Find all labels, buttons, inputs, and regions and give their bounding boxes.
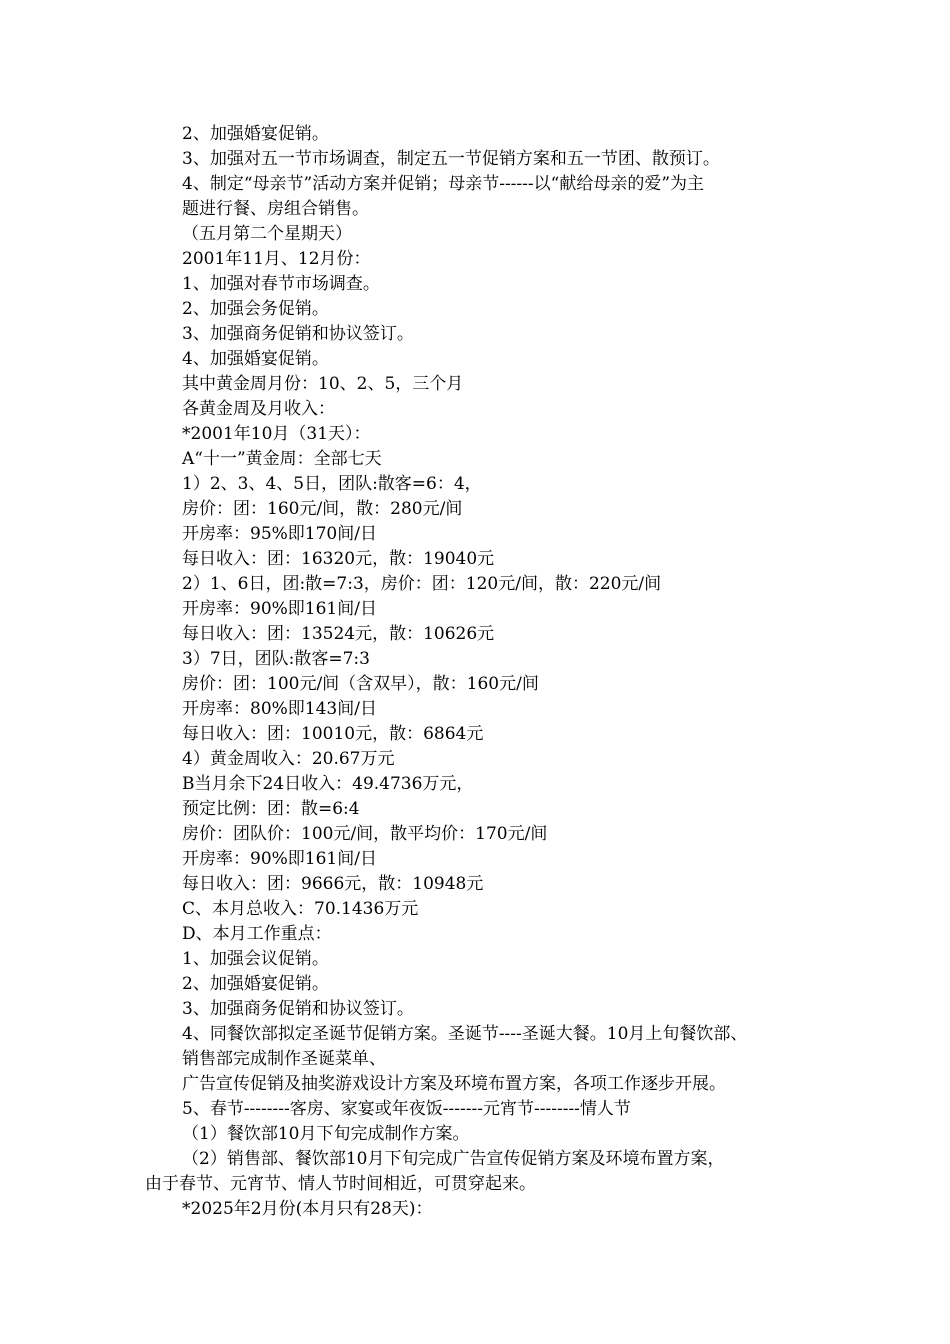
- text-line: 销售部完成制作圣诞菜单、: [182, 1049, 386, 1069]
- text-line: 1、加强会议促销。: [182, 949, 329, 969]
- text-line: D、本月工作重点：: [182, 924, 332, 944]
- text-line: 房价：团队价：100元/间，散平均价：170元/间: [182, 824, 548, 844]
- text-line: 其中黄金周月份：10、2、5，三个月: [182, 374, 464, 394]
- text-line: 4、同餐饮部拟定圣诞节促销方案。圣诞节----圣诞大餐。10月上旬餐饮部、: [182, 1024, 748, 1044]
- text-line: （五月第二个星期天）: [182, 224, 352, 244]
- text-line: 开房率：95%即170间/日: [182, 524, 377, 544]
- text-line: 广告宣传促销及抽奖游戏设计方案及环境布置方案，各项工作逐步开展。: [182, 1074, 726, 1094]
- text-line: *2001年10月（31天）：: [182, 424, 371, 444]
- text-line: 每日收入：团：10010元，散：6864元: [182, 724, 484, 744]
- text-line: 3、加强商务促销和协议签订。: [182, 324, 414, 344]
- text-line: A“十一”黄金周：全部七天: [182, 449, 382, 469]
- text-line: 各黄金周及月收入：: [182, 399, 335, 419]
- text-line: *2025年2月份(本月只有28天)：: [182, 1199, 433, 1219]
- text-line: 4）黄金周收入：20.67万元: [182, 749, 395, 769]
- text-line: C、本月总收入：70.1436万元: [182, 899, 419, 919]
- text-line: 题进行餐、房组合销售。: [182, 199, 369, 219]
- text-line: 2001年11月、12月份：: [182, 249, 371, 269]
- text-line: 4、加强婚宴促销。: [182, 349, 329, 369]
- text-line: 2、加强婚宴促销。: [182, 974, 329, 994]
- text-line: 3、加强对五一节市场调查，制定五一节促销方案和五一节团、散预订。: [182, 149, 720, 169]
- text-line: 开房率：90%即161间/日: [182, 599, 377, 619]
- text-line: 1、加强对春节市场调查。: [182, 274, 380, 294]
- text-line: 2）1、6日，团:散=7:3，房价：团：120元/间，散：220元/间: [182, 574, 662, 594]
- text-line: 2、加强会务促销。: [182, 299, 329, 319]
- text-line: 预定比例：团：散=6:4: [182, 799, 360, 819]
- text-line: （1）餐饮部10月下旬完成制作方案。: [182, 1124, 470, 1144]
- text-line: （2）销售部、餐饮部10月下旬完成广告宣传促销方案及环境布置方案，: [182, 1149, 725, 1169]
- text-line: 开房率：80%即143间/日: [182, 699, 377, 719]
- text-line: 3）7日，团队:散客=7:3: [182, 649, 370, 669]
- text-line: 房价：团：160元/间，散：280元/间: [182, 499, 463, 519]
- document-body: [145, 122, 825, 1222]
- text-line: 房价：团：100元/间（含双早），散：160元/间: [182, 674, 539, 694]
- text-line: 开房率：90%即161间/日: [182, 849, 377, 869]
- text-line: 由于春节、元宵节、情人节时间相近，可贯穿起来。: [145, 1174, 536, 1194]
- text-line: 2、加强婚宴促销。: [182, 124, 329, 144]
- text-line: 3、加强商务促销和协议签订。: [182, 999, 414, 1019]
- text-line: 5、春节--------客房、家宴或年夜饭-------元宵节--------情人节: [182, 1099, 631, 1119]
- text-line: 4、制定“母亲节”活动方案并促销；母亲节------以“献给母亲的爱”为主: [182, 174, 705, 194]
- text-line: 每日收入：团：9666元，散：10948元: [182, 874, 484, 894]
- text-line: 每日收入：团：16320元，散：19040元: [182, 549, 495, 569]
- text-line: 1）2、3、4、5日，团队:散客=6：4，: [182, 474, 482, 494]
- text-line: 每日收入：团：13524元，散：10626元: [182, 624, 495, 644]
- text-line: B当月余下24日收入：49.4736万元，: [182, 774, 474, 794]
